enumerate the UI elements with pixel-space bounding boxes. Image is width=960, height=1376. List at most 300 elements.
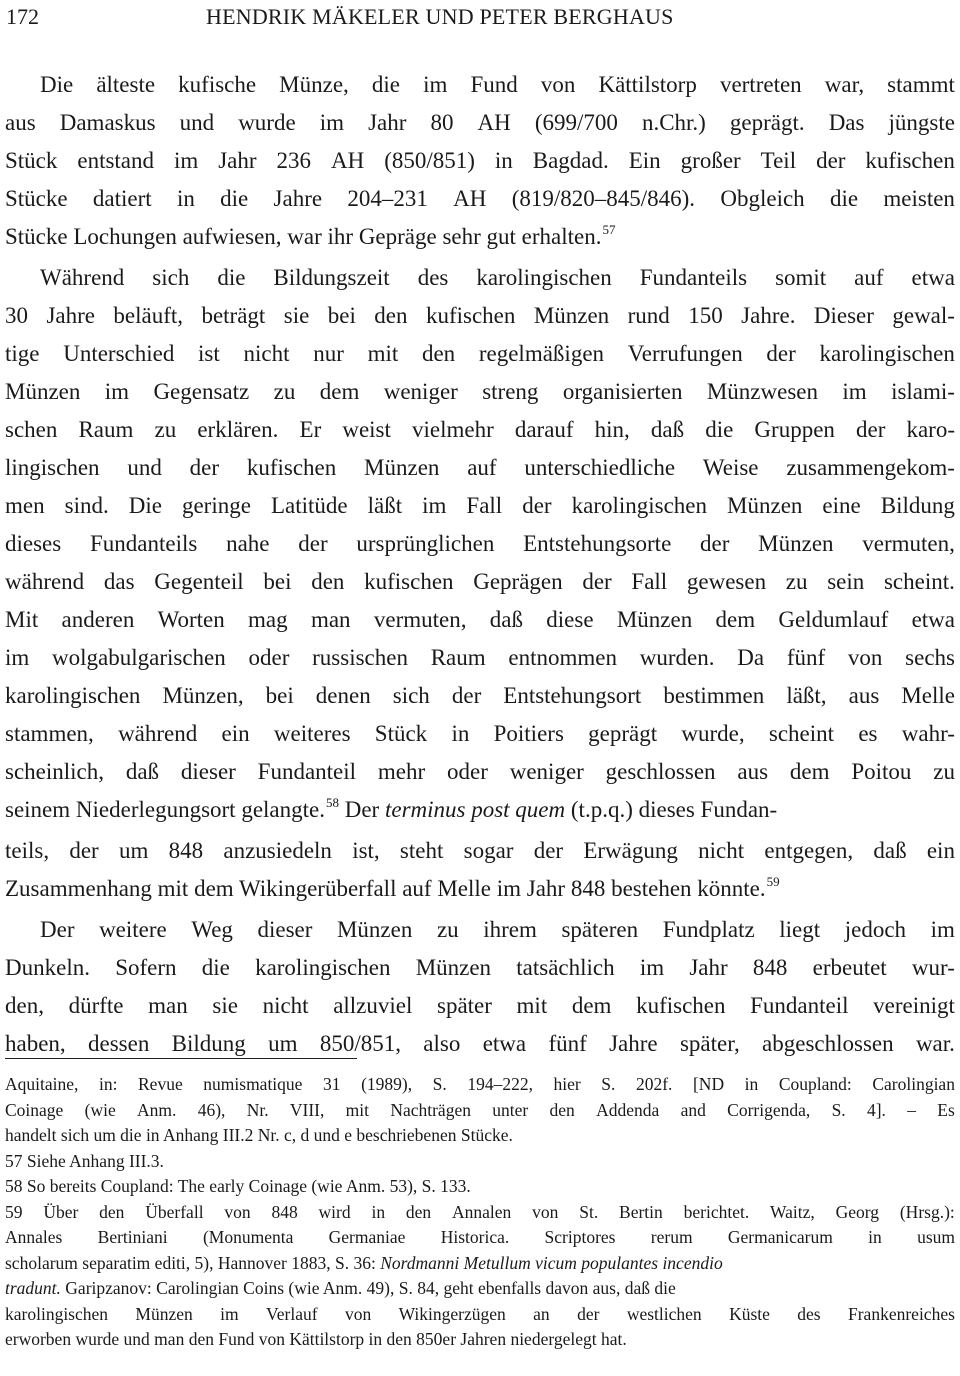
word: weitere [99, 917, 167, 942]
word: die [705, 417, 734, 442]
word: dem [789, 759, 830, 784]
word: S. [831, 1099, 846, 1120]
word: der [816, 148, 846, 173]
body-line [5, 987, 955, 1025]
word: die [371, 72, 400, 97]
word: dieser [257, 917, 313, 942]
word: Fall [631, 569, 668, 594]
word: in [451, 721, 470, 746]
word: die [220, 186, 249, 211]
body-line [5, 563, 955, 601]
word: 30 [5, 303, 28, 328]
word: Obgleich [720, 186, 805, 211]
page-number: 172 [6, 4, 39, 29]
word: kufischen [425, 303, 516, 328]
word: Die [40, 72, 74, 97]
word: (Monumenta [202, 1227, 294, 1247]
word: Dieser [813, 303, 874, 328]
word: während [5, 569, 85, 594]
word: daß [125, 759, 160, 784]
word: Fundanteil [750, 993, 849, 1018]
word: vertreten [719, 72, 802, 97]
body-line [5, 142, 955, 180]
word: Fall [466, 493, 503, 518]
word: Germanicarum [727, 1227, 833, 1247]
word: Gegensatz [153, 379, 250, 404]
word: im [104, 379, 130, 404]
word: unter [492, 1099, 529, 1120]
word: von [540, 72, 576, 97]
word: karolingischen [5, 683, 141, 708]
body-line [5, 715, 955, 753]
word: weist [342, 417, 391, 442]
word: dieses [5, 531, 62, 556]
word: Jahre. [741, 303, 796, 328]
word: AH [477, 110, 511, 135]
word: im [930, 917, 955, 942]
word: karolingischen [476, 265, 612, 290]
word: ein [221, 721, 250, 746]
word: stammt [887, 72, 955, 97]
word: ursprünglichen [356, 531, 495, 556]
word: im [220, 1303, 239, 1324]
word: von [847, 645, 883, 670]
word: hin, [594, 417, 630, 442]
word: läßt [367, 493, 403, 518]
word: Bertiniani [97, 1227, 168, 1247]
word: etwa [911, 265, 955, 290]
word: Waitz, [770, 1201, 815, 1222]
footnote-text: scholarum separatim editi, 5), Hannover 1883, S. 36: [5, 1252, 381, 1273]
word: (wie [84, 1099, 116, 1120]
word: aus [848, 683, 880, 708]
word: Stück [374, 721, 428, 746]
word: nicht [262, 993, 309, 1018]
word: des [417, 265, 449, 290]
word: dessen [88, 1031, 150, 1056]
word: Jahre [273, 186, 323, 211]
word: zusammengekom- [786, 455, 955, 480]
word: geprägt. [729, 110, 805, 135]
word: den [405, 1201, 432, 1222]
word: teils, [5, 838, 50, 863]
word: bei [327, 303, 356, 328]
word: mit [516, 993, 548, 1018]
body-line [5, 297, 955, 335]
word: etwa [911, 607, 955, 632]
word: vermuten, [862, 531, 955, 556]
body-line [5, 218, 955, 259]
word: (1989), [361, 1074, 413, 1094]
body-line-text: Stücke Lochungen aufwiesen, war ihr Gepräge sehr gut erhalten. [5, 224, 602, 249]
word: sind. [64, 493, 109, 518]
word: diese [546, 607, 594, 632]
word: Worten [157, 607, 225, 632]
word: bestimmen [663, 683, 765, 708]
word: weniger [509, 759, 584, 784]
word: war, [824, 72, 865, 97]
word: den [421, 341, 456, 366]
word: (Hrsg.): [899, 1201, 955, 1222]
word: kufischen [246, 455, 337, 480]
word: (699/700 [534, 110, 618, 135]
word: im [5, 645, 30, 670]
word: scheint [768, 721, 835, 746]
word: Bildung [171, 1031, 246, 1056]
word: der [533, 838, 564, 863]
word: Kättilstorp [598, 72, 697, 97]
word: sie [283, 303, 310, 328]
word: den [311, 569, 345, 594]
word: anzusiedeln [223, 838, 332, 863]
word: Coupland: [778, 1074, 852, 1094]
word: Münzen [533, 303, 610, 328]
word: Weg [191, 917, 233, 942]
word: – [907, 1099, 916, 1120]
word: aus [737, 759, 769, 784]
word: Da [737, 645, 765, 670]
word: S. [432, 1074, 447, 1094]
word: Jahr [689, 955, 728, 980]
word: Ein [628, 148, 661, 173]
word: der [522, 493, 552, 518]
word: Wikingerzügen [398, 1303, 506, 1324]
word: Germaniae [328, 1227, 406, 1247]
word: Verlauf [266, 1303, 318, 1324]
word: in [176, 186, 195, 211]
word: Damaskus [59, 110, 156, 135]
word: nicht [243, 341, 290, 366]
word: wur- [911, 955, 955, 980]
body-line [5, 639, 955, 677]
word: Erwägung [583, 838, 678, 863]
word: an [533, 1303, 550, 1324]
footnote-59-line [5, 1251, 955, 1277]
body-line [5, 525, 955, 563]
word: Münzen [364, 455, 440, 480]
word: somit [775, 265, 827, 290]
word: Stück [5, 148, 58, 173]
word: numismatique [203, 1074, 303, 1094]
word: dieser [180, 759, 236, 784]
word: des [797, 1303, 821, 1324]
word: vermuten, [373, 607, 467, 632]
word: der [69, 838, 99, 863]
word: Bagdad. [532, 148, 609, 173]
word: Addenda [596, 1099, 660, 1120]
word: geschlossen [605, 759, 716, 784]
word: Bildung [880, 493, 955, 518]
word: Geprägen [473, 569, 563, 594]
word: kufischen [865, 148, 955, 173]
word: man [310, 607, 351, 632]
word: sich [152, 265, 190, 290]
word: sein [827, 569, 865, 594]
word: Stücke [5, 186, 68, 211]
word: der [298, 531, 328, 556]
word: gewesen [686, 569, 767, 594]
body-text [5, 66, 955, 1063]
word: Das [828, 110, 865, 135]
body-line [5, 832, 955, 870]
word: ist, [352, 838, 380, 863]
word: islami- [891, 379, 955, 404]
word: kufischen [364, 569, 454, 594]
body-line [5, 373, 955, 411]
body-line [5, 601, 955, 639]
word: dem [571, 993, 612, 1018]
word: 46), [197, 1099, 226, 1120]
word: datiert [92, 186, 152, 211]
word: Annalen [452, 1201, 512, 1222]
body-line-text: seinem Niederlegungsort gelangte. [5, 797, 325, 822]
word: kufischen [636, 993, 726, 1018]
word: wurde [238, 110, 296, 135]
word: steht [399, 838, 444, 863]
word: und [127, 455, 162, 480]
word: Dunkeln. [5, 955, 90, 980]
word: Geldumlauf [778, 607, 889, 632]
word: von [224, 1201, 251, 1222]
word: Anm. [137, 1099, 177, 1120]
word: Nachträgen [390, 1099, 471, 1120]
word: stammen, [5, 721, 94, 746]
word: berichtet. [683, 1201, 750, 1222]
word: Verrufungen [627, 341, 743, 366]
word: scheint. [883, 569, 955, 594]
word: Während [40, 265, 125, 290]
word: in [744, 1074, 759, 1094]
word: 236 [276, 148, 312, 173]
word: Weise [702, 455, 759, 480]
word: der [700, 531, 730, 556]
word: Fundanteil [257, 759, 357, 784]
body-line-text: Zusammenhang mit dem Wikingerüberfall auf Melle im Jahr 848 bestehen könnte. [5, 876, 766, 901]
word: dem [715, 607, 756, 632]
word: im [173, 148, 199, 173]
body-line [5, 753, 955, 791]
word: russischen [312, 645, 408, 670]
word: karo- [906, 417, 955, 442]
body-line [5, 487, 955, 525]
footnote-59-line: erworben wurde und man den Fund von Kättilstorp in den 850er Jahren niedergelegt hat. [5, 1329, 627, 1349]
word: wurde, [681, 721, 745, 746]
word: wolgabulgarischen [52, 645, 226, 670]
body-line [5, 259, 955, 297]
word: im [842, 379, 867, 404]
word: später [437, 993, 492, 1018]
word: 150 [688, 303, 723, 328]
word: im [639, 955, 665, 980]
word: Der [40, 917, 75, 942]
word: später, [679, 1031, 740, 1056]
word: weniger [383, 379, 458, 404]
word: meisten [883, 186, 955, 211]
word: zu [273, 379, 296, 404]
body-line [5, 791, 955, 832]
running-title: HENDRIK MÄKELER UND PETER BERGHAUS [206, 4, 674, 29]
word: Frankenreiches [848, 1303, 955, 1324]
word: 848 [752, 955, 788, 980]
word: hier [553, 1074, 581, 1094]
word: Küste [729, 1303, 770, 1324]
word: Poitiers [493, 721, 564, 746]
word: Georg [835, 1201, 880, 1222]
word: den, [5, 993, 44, 1018]
word: rerum [650, 1227, 693, 1247]
word: jüngste [888, 110, 955, 135]
word: mag [248, 607, 288, 632]
body-line [5, 449, 955, 487]
footnote-text: Garipzanov: Carolingian Coins (wie Anm. 49), S. 84, geht ebenfalls davon aus, daß die [60, 1278, 676, 1298]
word: wahr- [901, 721, 955, 746]
word: beträgt [201, 303, 266, 328]
word: Unterschied [63, 341, 175, 366]
word: kufische [178, 72, 257, 97]
word: dürfte [68, 993, 124, 1018]
word: im [422, 493, 447, 518]
word: daß [873, 838, 907, 863]
word: Münzen [616, 607, 693, 632]
word: das [103, 569, 135, 594]
word: Raum [430, 645, 486, 670]
footnote-line [5, 1072, 955, 1098]
word: zu [933, 759, 955, 784]
word: Entstehungsorte [523, 531, 672, 556]
word: Revue [138, 1074, 183, 1094]
word: Raum [78, 417, 134, 442]
word: Mit [5, 607, 39, 632]
word: aus [5, 110, 36, 135]
word: entstand [77, 148, 155, 173]
word: 848 [168, 838, 204, 863]
word: n.Chr.) [641, 110, 706, 135]
word: karolingischen [5, 1303, 109, 1324]
word: westlichen [626, 1303, 702, 1324]
page-header [6, 4, 954, 34]
footnote-59-line [5, 1225, 955, 1251]
word: karolingischen [571, 493, 708, 518]
word: dem [319, 379, 360, 404]
word: mit [367, 341, 399, 366]
word: 194–222, [467, 1074, 533, 1094]
word: also [423, 1031, 461, 1056]
word: AH [331, 148, 365, 173]
word: zu [436, 917, 459, 942]
word: der [582, 569, 612, 594]
word: oder [248, 645, 290, 670]
word: schen [5, 417, 58, 442]
word: St. [579, 1201, 599, 1222]
word: Jahre [609, 1031, 658, 1056]
word: ein [926, 838, 955, 863]
word: geringe [181, 493, 251, 518]
word: darauf [514, 417, 574, 442]
word: mit [345, 1099, 370, 1120]
word: nicht [698, 838, 745, 863]
footnote-59-line [5, 1302, 955, 1328]
word: unterschiedliche [524, 455, 676, 480]
word: karolingischen [255, 955, 391, 980]
word: Münze, [279, 72, 349, 97]
word: in: [98, 1074, 118, 1094]
word: AH [453, 186, 487, 211]
word: liegt [779, 917, 821, 942]
word: Poitou [851, 759, 912, 784]
word: Nr. [246, 1099, 269, 1120]
word: erklären. [197, 417, 279, 442]
word: zu [154, 417, 177, 442]
body-line [5, 911, 955, 949]
word: Münzen [727, 493, 803, 518]
word: karolingischen [819, 341, 955, 366]
word: entgegen, [764, 838, 854, 863]
word: mehr [377, 759, 426, 784]
word: haben, [5, 1031, 66, 1056]
word: 202f. [635, 1074, 673, 1094]
word: Fund [470, 72, 518, 97]
body-line [5, 870, 955, 911]
word: Er [299, 417, 322, 442]
word: ist [198, 341, 220, 366]
word: die [201, 955, 230, 980]
word: der [189, 455, 220, 480]
word: der [856, 417, 886, 442]
word: allzuviel [333, 993, 413, 1018]
word: auf [467, 455, 497, 480]
body-line-text: Der [338, 797, 385, 822]
word: vielmehr [411, 417, 494, 442]
word: um [268, 1031, 298, 1056]
word: den [374, 303, 408, 328]
footnote-marker-57: 57 [602, 222, 616, 237]
word: wird [318, 1201, 351, 1222]
footnote-italic-quote: Nordmanni Metullum vicum populantes incendio [380, 1252, 723, 1273]
word: Latitüde [270, 493, 348, 518]
word: sich [392, 683, 430, 708]
word: während [118, 721, 198, 746]
word: ihrem [483, 917, 537, 942]
word: etwa [482, 1031, 527, 1056]
word: vereinigt [873, 993, 955, 1018]
word: großer [680, 148, 741, 173]
word: erbeutet [812, 955, 887, 980]
footnote-57: 57 Siehe Anhang III.3. [5, 1150, 164, 1171]
word: um [118, 838, 149, 863]
word: Bertin [619, 1201, 663, 1222]
word: 204–231 [347, 186, 428, 211]
word: 80 [430, 110, 454, 135]
word: jedoch [844, 917, 907, 942]
word: die [217, 265, 246, 290]
word: wurden. [639, 645, 715, 670]
word: VIII, [289, 1099, 325, 1120]
word: späteren [561, 917, 639, 942]
word: streng [482, 379, 539, 404]
word: im [319, 110, 345, 135]
word: Fundanteils [639, 265, 748, 290]
footnote-italic-quote: tradunt. [5, 1278, 61, 1298]
word: men [5, 493, 45, 518]
word: es [858, 721, 878, 746]
word: (850/851) [384, 148, 475, 173]
word: älteste [96, 72, 156, 97]
word: rund [627, 303, 670, 328]
word: oder [447, 759, 488, 784]
word: in [494, 148, 513, 173]
word: Coinage [5, 1099, 64, 1120]
footnotes [5, 1072, 955, 1353]
